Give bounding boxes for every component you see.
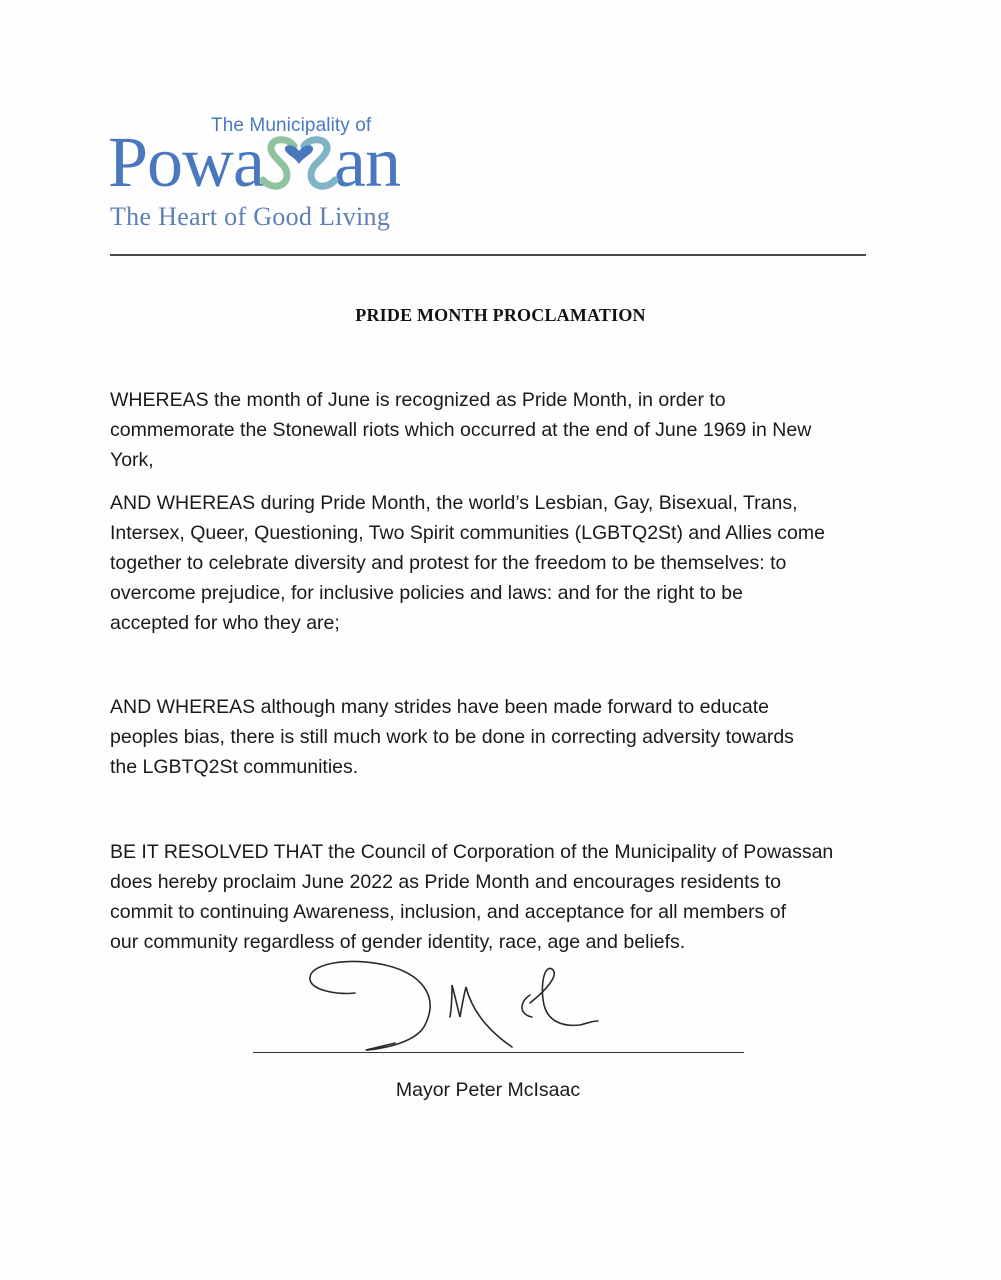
resolution-paragraph: [110, 837, 870, 957]
whereas-paragraph-2: [110, 488, 870, 638]
logo-wordmark: [108, 122, 400, 202]
heart-swans-icon: [258, 134, 340, 194]
letterhead-divider: [110, 254, 866, 256]
paragraph-line: AND WHEREAS although many strides have been made forward to educate: [110, 696, 770, 718]
whereas-paragraph-1: [110, 385, 870, 475]
signature-m-stroke: [450, 985, 512, 1047]
municipality-logo: [108, 112, 408, 242]
signature-loop-stroke: [310, 961, 430, 1050]
signature-c-stroke: [522, 995, 532, 1017]
paragraph-line: commemorate the Stonewall riots which occurred at the end of June 1969 in New: [110, 419, 812, 441]
signature-line: [253, 1052, 744, 1053]
paragraph-line: accepted for who they are;: [110, 612, 340, 634]
signature-l-stroke: [530, 968, 598, 1025]
logo-subtitle: The Municipality of: [211, 115, 372, 136]
paragraph-line: Intersex, Queer, Questioning, Two Spirit communities (LGBTQ2St) and Allies come: [110, 522, 825, 544]
signer-name: Mayor Peter McIsaac: [395, 1079, 581, 1101]
paragraph-line: WHEREAS the month of June is recognized as Pride Month, in order to: [110, 389, 726, 411]
paragraph-line: AND WHEREAS during Pride Month, the world’s Lesbian, Gay, Bisexual, Trans,: [110, 492, 798, 514]
paragraph-line: commit to continuing Awareness, inclusion, and acceptance for all members of: [110, 901, 786, 923]
paragraph-line: BE IT RESOLVED THAT the Council of Corporation of the Municipality of Powassan: [110, 841, 834, 863]
paragraph-line: peoples bias, there is still much work to be done in correcting adversity towards: [110, 726, 794, 748]
handwritten-signature-icon: [300, 955, 620, 1055]
whereas-paragraph-3: [110, 692, 870, 782]
document-title: PRIDE MONTH PROCLAMATION: [355, 305, 646, 325]
paragraph-line: does hereby proclaim June 2022 as Pride Month and encourages residents to: [110, 871, 781, 893]
heart-center: [285, 145, 313, 164]
logo-tagline: The Heart of Good Living: [110, 202, 391, 231]
logo-wordmark-part2: an: [334, 122, 400, 202]
paragraph-line: overcome prejudice, for inclusive policies and laws: and for the right to be: [110, 582, 743, 604]
paragraph-line: York,: [110, 449, 154, 471]
logo-wordmark-part1: Powa: [108, 122, 264, 202]
paragraph-line: together to celebrate diversity and protest for the freedom to be themselves: to: [110, 552, 787, 574]
paragraph-line: our community regardless of gender identity, race, age and beliefs.: [110, 931, 686, 953]
paragraph-line: the LGBTQ2St communities.: [110, 756, 359, 778]
